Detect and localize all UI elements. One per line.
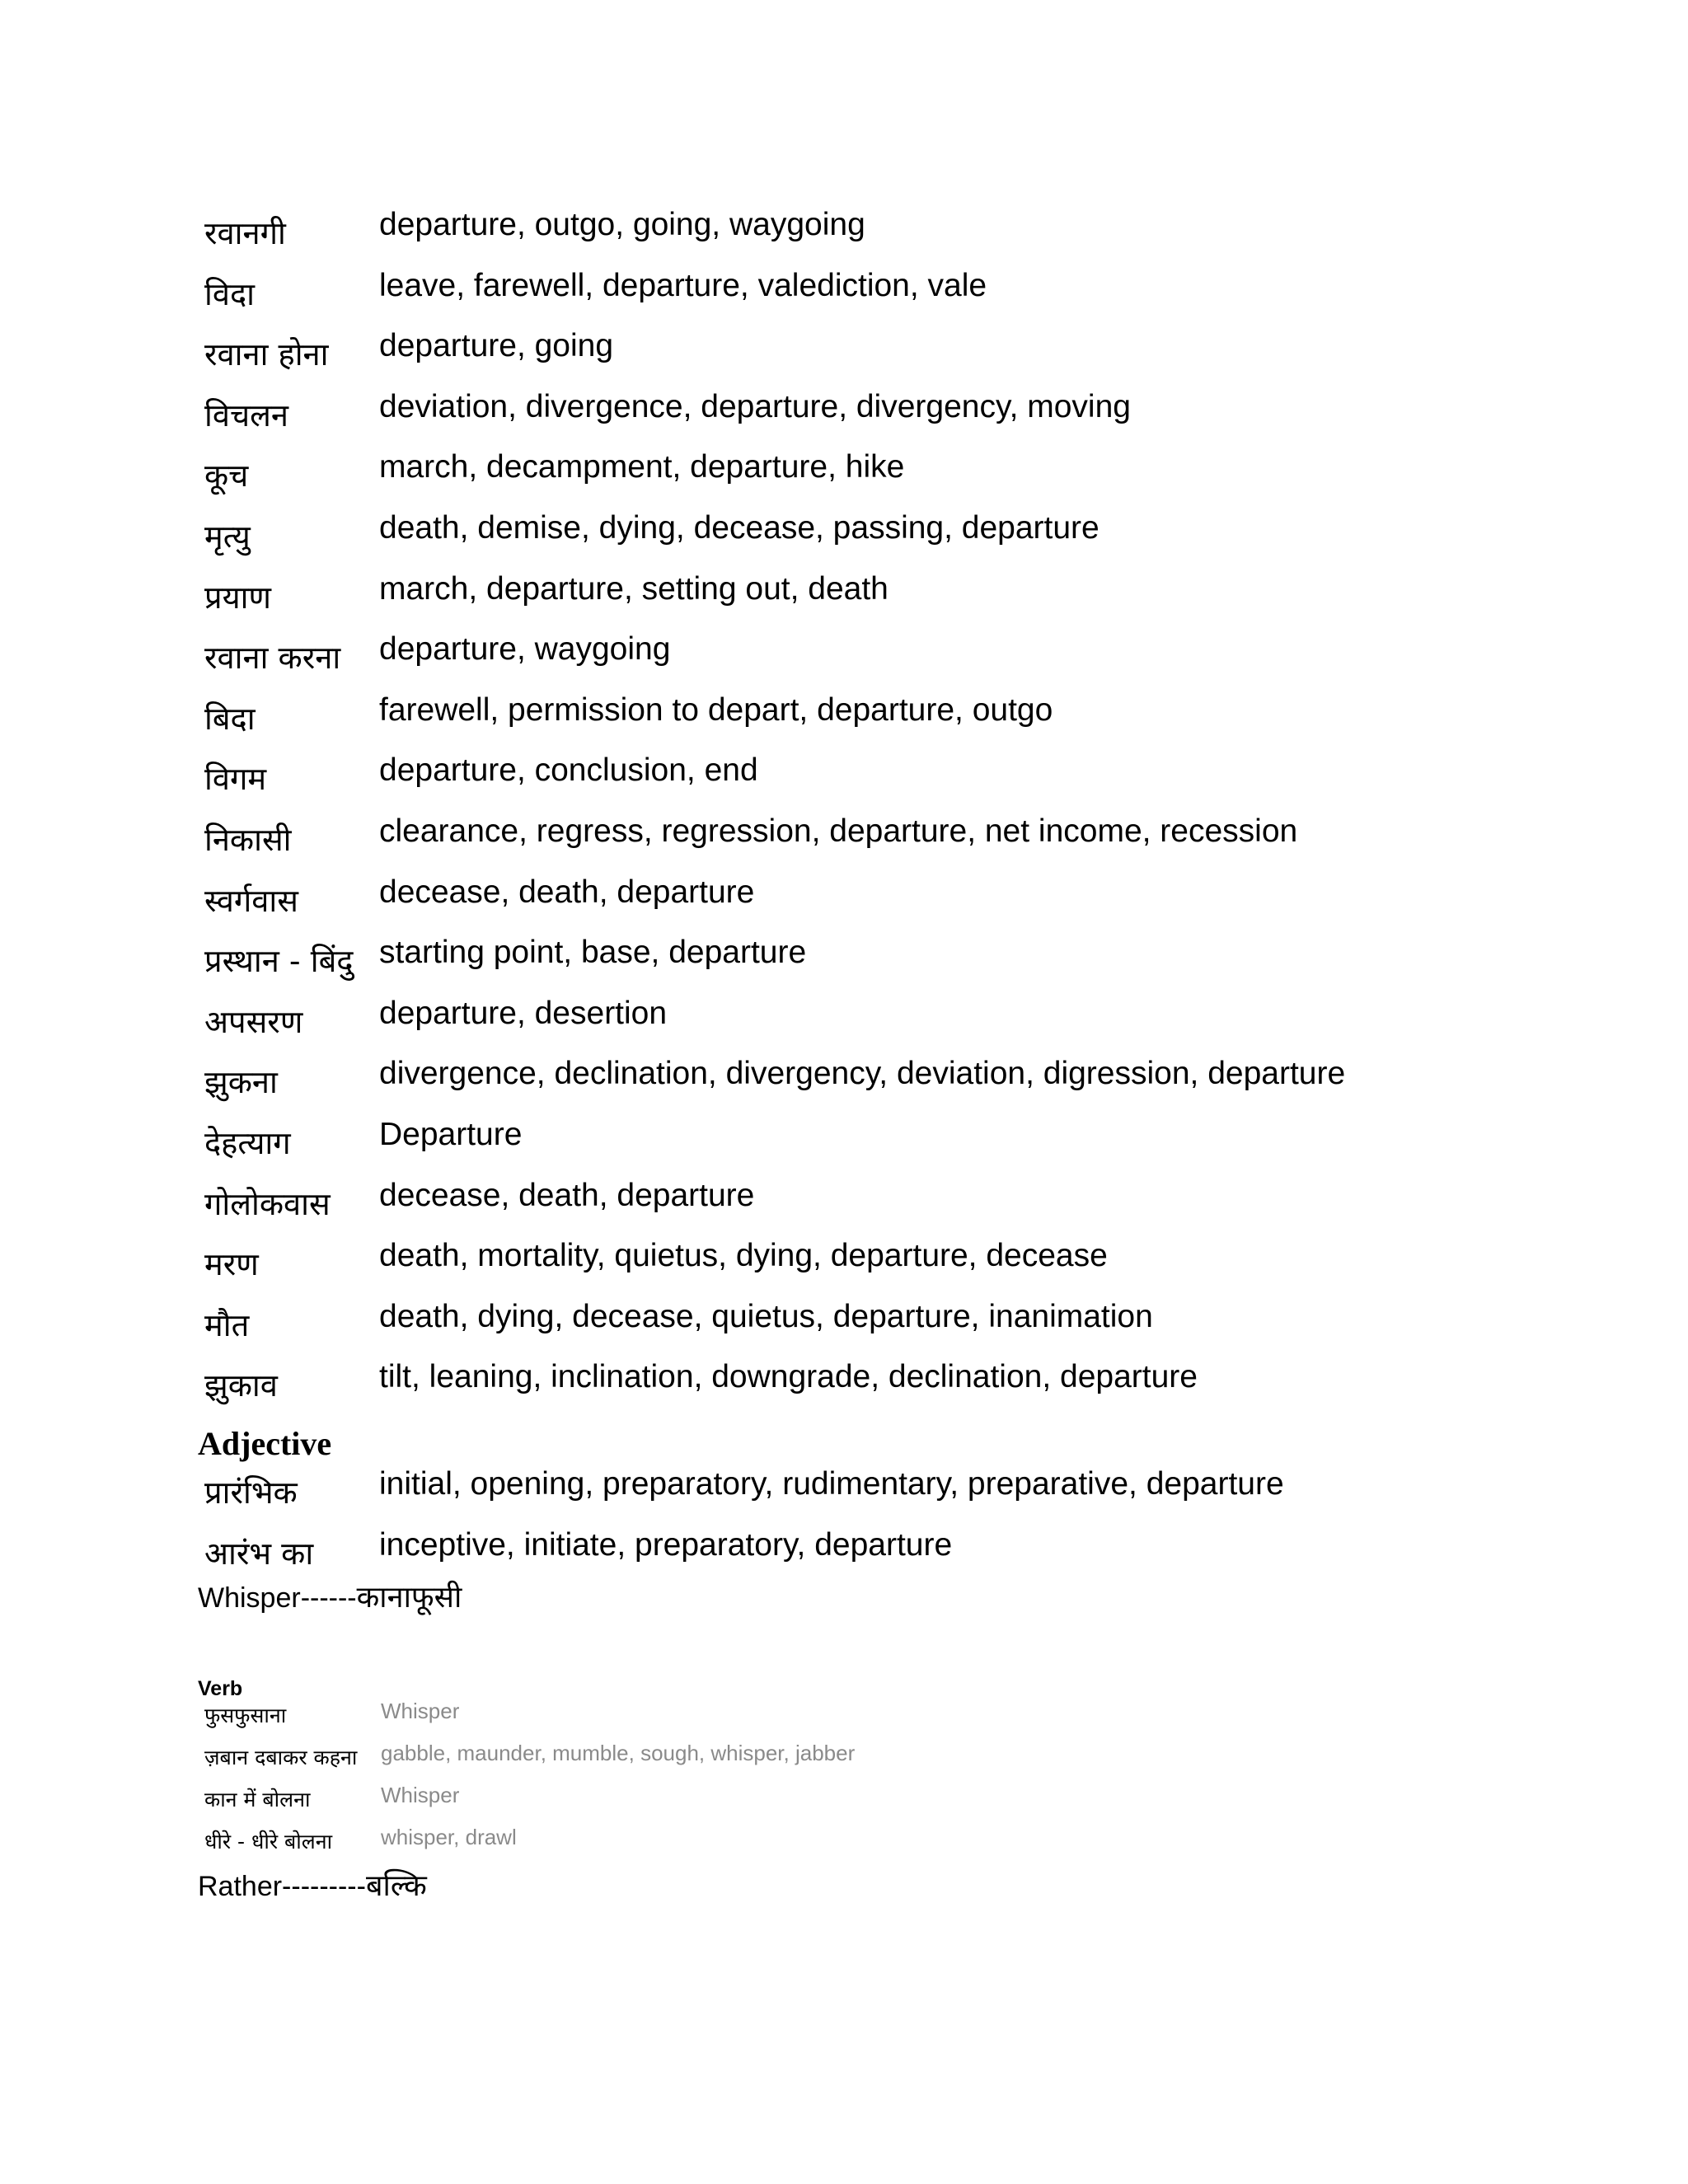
dictionary-entry (204, 688, 1606, 749)
english-meanings: inceptive, initiate, preparatory, departure (379, 1526, 953, 1563)
dictionary-entry (204, 809, 1606, 870)
hindi-term: मरण (204, 1246, 259, 1283)
adjective-heading: Adjective (198, 1425, 332, 1462)
hindi-term: रवाना करना (204, 640, 341, 677)
english-meanings: march, departure, setting out, death (379, 570, 889, 607)
rather-english: Rather--------- (198, 1871, 366, 1902)
hindi-term: कान में बोलना (204, 1788, 311, 1811)
hindi-term: धीरे ‑ धीरे बोलना (204, 1830, 333, 1854)
hindi-term: झुकना (204, 1064, 278, 1101)
english-meanings: departure, desertion (379, 995, 668, 1031)
dictionary-entry (204, 1234, 1606, 1295)
rather-word-line (198, 1866, 427, 1907)
hindi-term: निकासी (204, 822, 292, 858)
dictionary-entry (204, 264, 1606, 325)
hindi-term: अपसरण (204, 1003, 303, 1040)
english-meanings: deviation, divergence, departure, divergency, moving (379, 388, 1131, 424)
dictionary-entry (204, 1523, 1606, 1584)
english-meanings: departure, going (379, 328, 614, 364)
english-meanings: tilt, leaning, inclination, downgrade, declination, departure (379, 1359, 1198, 1395)
verb-entry (204, 1780, 1193, 1818)
dictionary-entry (204, 930, 1606, 991)
english-meanings: clearance, regress, regression, departure, net income, recession (379, 813, 1298, 849)
dictionary-entry (204, 1462, 1606, 1523)
dictionary-entry (204, 385, 1606, 446)
english-meanings: march, decampment, departure, hike (379, 449, 905, 485)
hindi-term: मृत्यु (204, 518, 251, 555)
english-meanings: Whisper (381, 1699, 460, 1723)
english-meanings: decease, death, departure (379, 1177, 755, 1213)
hindi-term: रवाना होना (204, 336, 329, 373)
dictionary-entry (204, 203, 1606, 264)
verb-label: Verb (198, 1677, 243, 1700)
english-meanings: Departure (379, 1117, 523, 1152)
dictionary-entry (204, 748, 1606, 809)
whisper-word-line (198, 1577, 462, 1619)
dictionary-entry (204, 870, 1606, 931)
hindi-term: प्रयाण (204, 579, 271, 616)
dictionary-entry (204, 1355, 1606, 1416)
english-meanings: initial, opening, preparatory, rudimentary, preparative, departure (379, 1466, 1284, 1502)
english-meanings: departure, waygoing (379, 631, 671, 668)
english-meanings: whisper, drawl (381, 1825, 517, 1849)
hindi-term: फुसफुसाना (204, 1704, 287, 1727)
whisper-hindi: कानाफूसी (356, 1581, 462, 1615)
english-meanings: death, mortality, quietus, dying, departure, decease (379, 1238, 1108, 1274)
verb-entry (204, 1696, 1193, 1734)
english-meanings: farewell, permission to depart, departure, outgo (379, 691, 1053, 728)
english-meanings: departure, conclusion, end (379, 752, 758, 789)
dictionary-entry (204, 991, 1606, 1052)
hindi-term: देहत्याग (204, 1125, 291, 1161)
dictionary-entry (204, 506, 1606, 567)
hindi-term: गोलोकवास (204, 1185, 331, 1222)
dictionary-entry (204, 1113, 1606, 1174)
dictionary-entry (204, 1295, 1606, 1356)
hindi-term: विगम (204, 761, 267, 798)
verb-entry (204, 1738, 1193, 1776)
whisper-english: Whisper------ (198, 1582, 357, 1614)
hindi-term: मौत (204, 1306, 250, 1343)
hindi-term: आरंभ का (204, 1535, 314, 1572)
verb-entry (204, 1822, 1193, 1860)
dictionary-entry (204, 1052, 1606, 1113)
english-meanings: leave, farewell, departure, valediction, vale (379, 267, 987, 303)
english-meanings: death, demise, dying, decease, passing, departure (379, 510, 1100, 546)
hindi-term: प्रारंभिक (204, 1474, 298, 1511)
rather-hindi: बल्कि (365, 1869, 427, 1903)
hindi-term: विदा (204, 275, 255, 312)
hindi-term: झुकाव (204, 1367, 278, 1404)
hindi-term: स्वर्गवास (204, 882, 298, 919)
dictionary-entry (204, 324, 1606, 385)
english-meanings: divergence, declination, divergency, deviation, digression, departure (379, 1056, 1346, 1092)
dictionary-entry (204, 1174, 1606, 1235)
english-meanings: decease, death, departure (379, 874, 755, 910)
dictionary-entry (204, 567, 1606, 628)
english-meanings: Whisper (381, 1783, 460, 1807)
hindi-term: ज़बान दबाकर कहना (204, 1746, 358, 1769)
dictionary-entry (204, 445, 1606, 506)
english-meanings: starting point, base, departure (379, 935, 807, 971)
hindi-term: कूच (204, 457, 249, 494)
english-meanings: death, dying, decease, quietus, departure, inanimation (379, 1298, 1153, 1334)
hindi-term: रवानगी (204, 215, 286, 251)
hindi-term: प्रस्थान ‑ बिंदु (204, 943, 354, 980)
dictionary-entry (204, 627, 1606, 688)
english-meanings: gabble, maunder, mumble, sough, whisper, jabber (381, 1741, 856, 1765)
hindi-term: बिदा (204, 700, 256, 737)
english-meanings: departure, outgo, going, waygoing (379, 207, 865, 242)
hindi-term: विचलन (204, 396, 288, 434)
